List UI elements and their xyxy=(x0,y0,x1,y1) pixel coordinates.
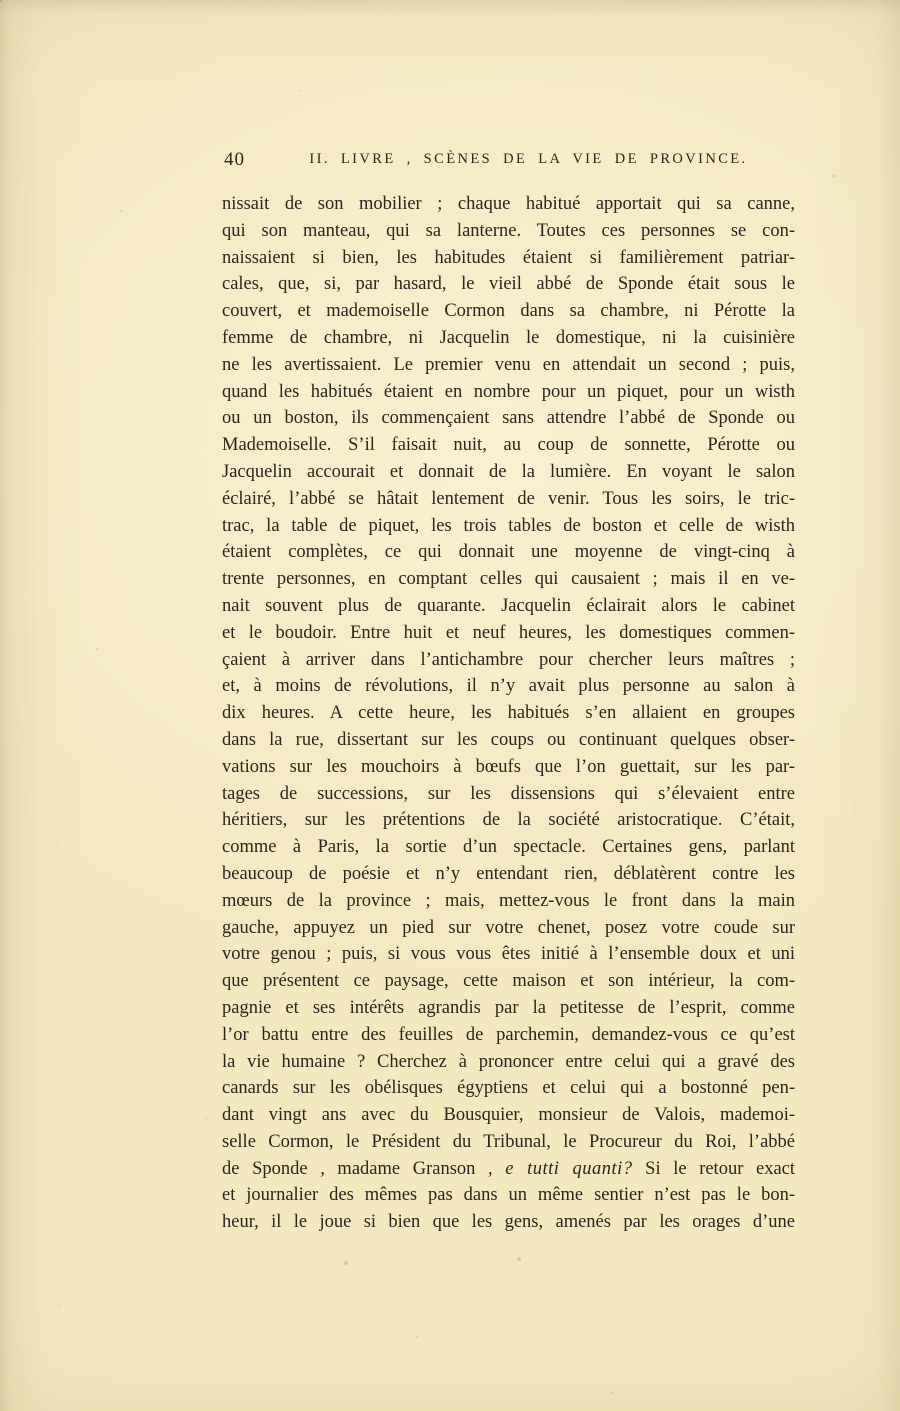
text-line: étaient complètes, ce qui donnait une moyenne de vingt-cinq à xyxy=(222,542,795,563)
text-line: pagnie et ses intérêts agrandis par la petitesse de l’esprit, comme xyxy=(222,997,795,1018)
text-line: et le boudoir. Entre huit et neuf heures, les domestiques commen- xyxy=(222,622,795,643)
text-line: beaucoup de poésie et n’y entendant rien, déblatèrent contre les xyxy=(222,863,795,884)
text-line: femme de chambre, ni Jacquelin le domestique, ni la cuisinière xyxy=(222,327,795,348)
text-line: dans la rue, dissertant sur les coups ou continuant quelques obser- xyxy=(222,729,795,750)
text-line: canards sur les obélisques égyptiens et celui qui a bostonné pen- xyxy=(222,1078,795,1099)
text-line: trac, la table de piquet, les trois tables de boston et celle de wisth xyxy=(222,515,795,536)
text-line: mœurs de la province ; mais, mettez-vous le front dans la main xyxy=(222,890,795,911)
text-line: ne les avertissaient. Le premier venu en attendait un second ; puis, xyxy=(222,354,795,375)
paper-speckles xyxy=(0,0,2,2)
text-line: selle Cormon, le Président du Tribunal, le Procureur du Roi, l’abbé xyxy=(222,1131,795,1152)
page-text xyxy=(222,191,795,1236)
text-line: tages de successions, sur les dissensions qui s’élevaient entre xyxy=(222,783,795,804)
text-line: éclairé, l’abbé se hâtait lentement de venir. Tous les soirs, le tric- xyxy=(222,488,795,509)
text-line: dix heures. A cette heure, les habitués s’en allaient en groupes xyxy=(222,703,795,724)
text-line: nissait de son mobilier ; chaque habitué apportait qui sa canne, xyxy=(222,194,795,214)
text-line: ou un boston, ils commençaient sans attendre l’abbé de Sponde ou xyxy=(222,408,795,429)
text-line: votre genou ; puis, si vous vous êtes initié à l’ensemble doux et uni xyxy=(222,944,795,965)
text-line: et, à moins de révolutions, il n’y avait plus personne au salon à xyxy=(222,676,795,697)
text-line: quand les habitués étaient en nombre pour un piquet, pour un wisth xyxy=(222,381,795,402)
text-line: l’or battu entre des feuilles de parchemin, demandez-vous ce qu’est xyxy=(222,1024,795,1045)
text-line: comme à Paris, la sortie d’un spectacle. Certaines gens, parlant xyxy=(222,837,795,858)
text-line: nait souvent plus de quarante. Jacquelin éclairait alors le cabinet xyxy=(222,595,795,616)
header-title: II. LIVRE , SCÈNES DE LA VIE DE PROVINCE. xyxy=(309,151,748,167)
text-line: la vie humaine ? Cherchez à prononcer entre celui qui a gravé des xyxy=(222,1051,795,1072)
text-line: heur, il le joue si bien que les gens, amenés par les orages d’une xyxy=(222,1212,795,1233)
text-line: gauche, appuyez un pied sur votre chenet, posez votre coude sur xyxy=(222,917,795,938)
text-line: Jacquelin accourait et donnait de la lumière. En voyant le salon xyxy=(222,461,795,482)
running-header xyxy=(222,149,795,175)
text-line: cales, que, si, par hasard, le vieil abbé de Sponde était sous le xyxy=(222,274,795,295)
text-line: qui son manteau, qui sa lanterne. Toutes ces personnes se con- xyxy=(222,220,795,241)
text-line: couvert, et mademoiselle Cormon dans sa chambre, ni Pérotte la xyxy=(222,301,795,322)
text-line: Mademoiselle. S’il faisait nuit, au coup de sonnette, Pérotte ou xyxy=(222,435,795,456)
text-line: çaient à arriver dans l’antichambre pour chercher leurs maîtres ; xyxy=(222,649,795,670)
text-line: héritiers, sur les prétentions de la société aristocratique. C’était, xyxy=(222,810,795,831)
text-line: dant vingt ans avec du Bousquier, monsieur de Valois, mademoi- xyxy=(222,1105,795,1126)
text-line: vations sur les mouchoirs à bœufs que l’on guettait, sur les par- xyxy=(222,756,795,777)
text-line: trente personnes, en comptant celles qui causaient ; mais il en ve- xyxy=(222,569,795,590)
text-line: que présentent ce paysage, cette maison et son intérieur, la com- xyxy=(222,971,795,992)
text-line: naissaient si bien, les habitudes étaient si familièrement patriar- xyxy=(222,247,795,268)
page-number: 40 xyxy=(224,149,245,170)
text-line: et journalier des mêmes pas dans un même sentier n’est pas le bon- xyxy=(222,1185,795,1206)
text-line: de Sponde , madame Granson , e tutti quanti? Si le retour exact xyxy=(222,1158,796,1179)
